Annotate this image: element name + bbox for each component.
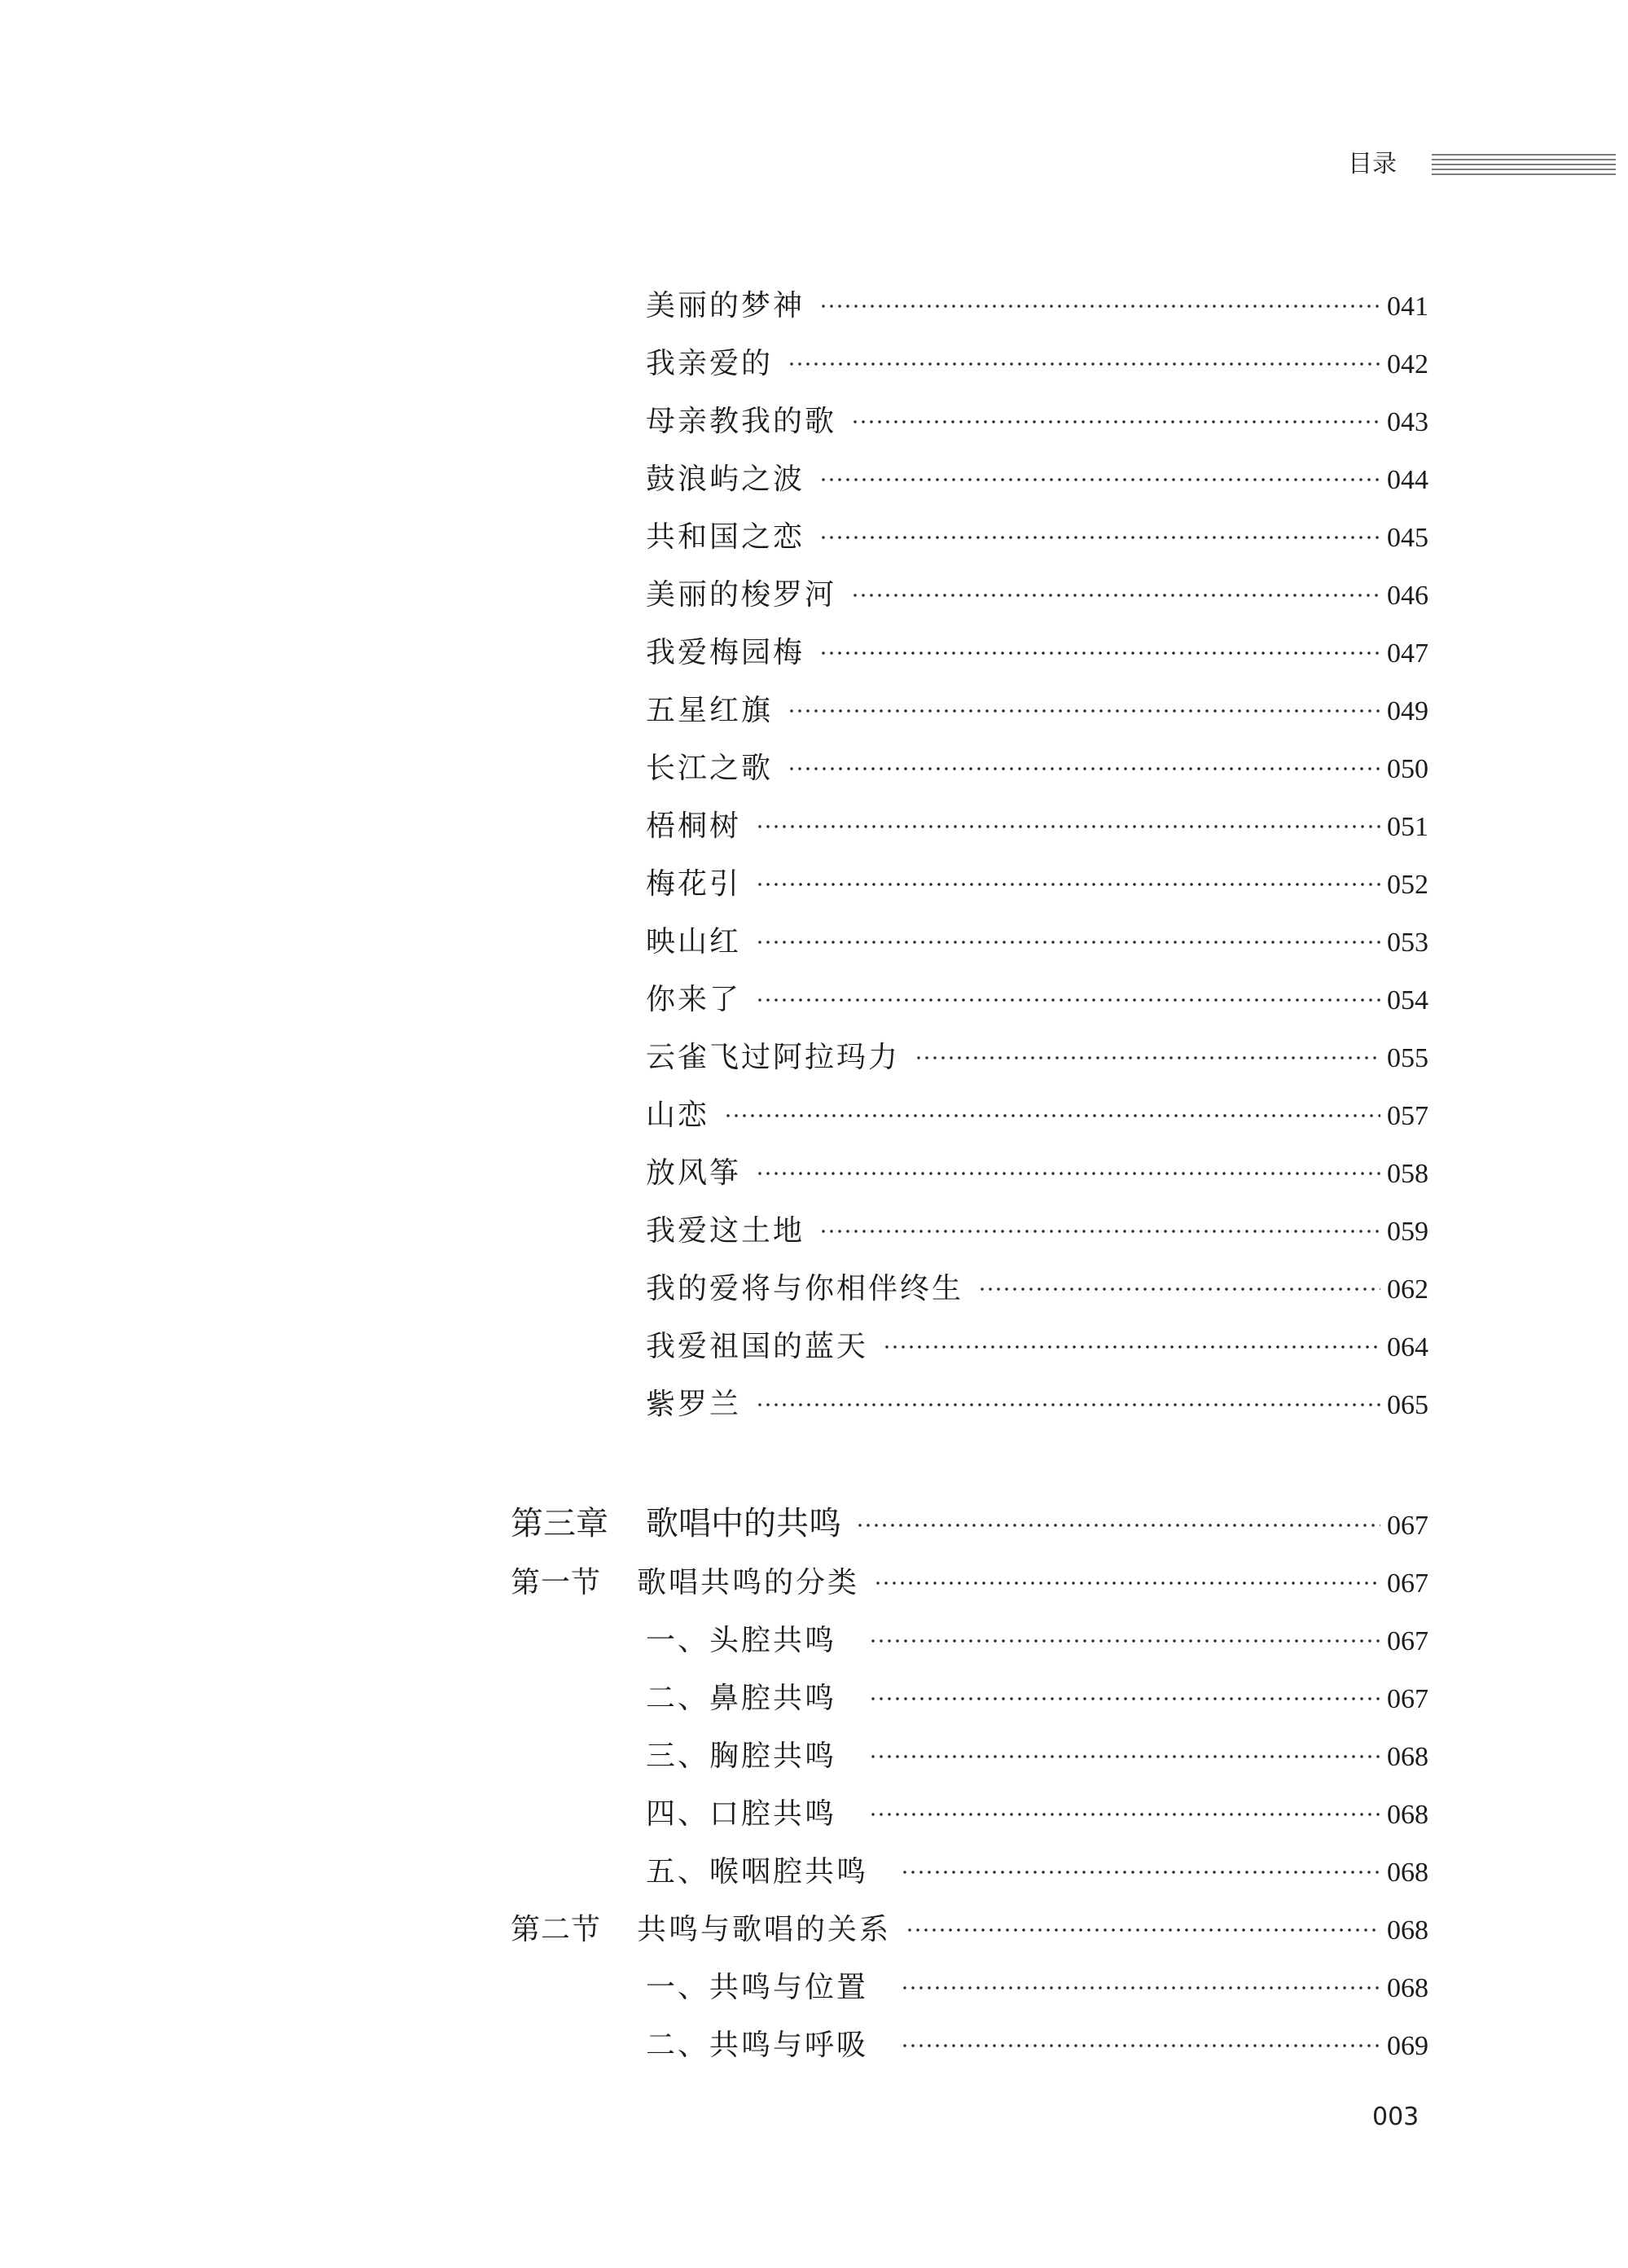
dot-leader — [851, 565, 1380, 604]
toc-entry-title: 我爱祖国的蓝天 — [646, 1330, 869, 1363]
toc-entry-page: 064 — [1387, 1332, 1428, 1362]
toc-entry-title: 梅花引 — [646, 867, 742, 901]
subsection-page: 067 — [1387, 1684, 1428, 1714]
dot-leader — [901, 1842, 1380, 1881]
toc-entry-title: 我爱梅园梅 — [646, 636, 805, 669]
dot-leader — [819, 450, 1380, 489]
subsection-page: 068 — [1387, 1742, 1428, 1772]
toc-section[interactable] — [511, 1900, 1428, 1946]
toc-subsection[interactable] — [646, 1958, 1428, 2004]
dot-leader — [788, 681, 1380, 720]
toc-entry-title: 我爱这土地 — [646, 1214, 805, 1248]
dot-leader — [869, 1726, 1380, 1766]
subsection-page: 069 — [1387, 2031, 1428, 2061]
toc-entry-title: 我亲爱的 — [646, 347, 774, 380]
dot-leader — [756, 970, 1380, 1009]
toc-entry[interactable] — [646, 1375, 1428, 1421]
dot-leader — [756, 1143, 1380, 1182]
toc-subsection[interactable] — [646, 2016, 1428, 2062]
running-header-title: 目录 — [1348, 150, 1397, 178]
toc-entry[interactable] — [646, 334, 1428, 380]
toc-entry-page: 047 — [1387, 638, 1428, 669]
dot-leader — [869, 1669, 1380, 1708]
toc-subsection[interactable] — [646, 1726, 1428, 1773]
subsection-page: 067 — [1387, 1626, 1428, 1656]
toc-entry-title: 梧桐树 — [646, 809, 742, 843]
subsection-title: 二、鼻腔共鸣 — [646, 1682, 837, 1715]
dot-leader — [756, 796, 1380, 836]
dot-leader — [856, 1495, 1380, 1534]
toc-entry-page: 051 — [1387, 812, 1428, 842]
toc-entry[interactable] — [646, 970, 1428, 1016]
toc-entry-page: 062 — [1387, 1274, 1428, 1305]
dot-leader — [819, 276, 1380, 315]
toc-entry[interactable] — [646, 681, 1428, 727]
section-title: 共鸣与歌唱的关系 — [637, 1913, 892, 1946]
dot-leader — [819, 1201, 1380, 1240]
dot-leader — [869, 1611, 1380, 1650]
toc-entry-title: 美丽的梦神 — [646, 289, 805, 322]
subsection-title: 四、口腔共鸣 — [646, 1797, 837, 1831]
toc-entry-title: 长江之歌 — [646, 752, 774, 785]
toc-section[interactable] — [511, 1553, 1428, 1599]
toc-entry-title: 五星红旗 — [646, 694, 774, 727]
toc-entry[interactable] — [646, 912, 1428, 959]
toc-entry[interactable] — [646, 507, 1428, 554]
toc-entry-title: 放风筝 — [646, 1156, 742, 1190]
dot-leader — [906, 1900, 1380, 1939]
toc-entry-page: 046 — [1387, 581, 1428, 611]
toc-entry-page: 041 — [1387, 292, 1428, 322]
dot-leader — [724, 1086, 1380, 1125]
toc-entry-page: 050 — [1387, 754, 1428, 784]
dot-leader — [788, 334, 1380, 373]
toc-entry[interactable] — [646, 1201, 1428, 1248]
page-number: 003 — [1372, 2103, 1420, 2131]
chapter-page: 067 — [1387, 1511, 1428, 1541]
dot-leader — [869, 1784, 1380, 1823]
subsection-page: 068 — [1387, 1858, 1428, 1888]
dot-leader — [915, 1028, 1380, 1067]
subsection-page: 068 — [1387, 1800, 1428, 1830]
dot-leader — [883, 1317, 1380, 1356]
toc-entry-page: 049 — [1387, 696, 1428, 726]
toc-entry-title: 紫罗兰 — [646, 1388, 742, 1421]
subsection-title: 一、头腔共鸣 — [646, 1624, 837, 1657]
subsection-title: 三、胸腔共鸣 — [646, 1739, 837, 1773]
toc-entry[interactable] — [646, 565, 1428, 612]
toc-entry[interactable] — [646, 392, 1428, 438]
toc-entry-title: 鼓浪屿之波 — [646, 463, 805, 496]
toc-subsection[interactable] — [646, 1784, 1428, 1831]
subsection-title: 五、喉咽腔共鸣 — [646, 1855, 869, 1889]
subsection-page: 068 — [1387, 1973, 1428, 2003]
toc-entry-page: 065 — [1387, 1390, 1428, 1420]
subsection-title: 一、共鸣与位置 — [646, 1971, 869, 2004]
toc-entry-title: 映山红 — [646, 925, 742, 959]
toc-entry[interactable] — [646, 276, 1428, 322]
toc-entry[interactable] — [646, 739, 1428, 785]
toc-entry[interactable] — [646, 450, 1428, 496]
toc-entry[interactable] — [646, 623, 1428, 669]
toc-entry-page: 045 — [1387, 523, 1428, 553]
toc-entry-page: 052 — [1387, 870, 1428, 900]
dot-leader — [901, 2016, 1380, 2055]
dot-leader — [978, 1259, 1380, 1298]
dot-leader — [819, 623, 1380, 662]
toc-entry-page: 044 — [1387, 465, 1428, 495]
dot-leader — [756, 1375, 1380, 1414]
toc-subsection[interactable] — [646, 1842, 1428, 1889]
section-title: 歌唱共鸣的分类 — [637, 1566, 860, 1599]
toc-entry-page: 055 — [1387, 1043, 1428, 1073]
toc-entry-page: 042 — [1387, 349, 1428, 379]
dot-leader — [901, 1958, 1380, 1997]
dot-leader — [756, 854, 1380, 893]
toc-entry[interactable] — [646, 1259, 1428, 1305]
section-page: 068 — [1387, 1915, 1428, 1946]
toc-entry-page: 059 — [1387, 1217, 1428, 1247]
toc-entry-title: 你来了 — [646, 983, 742, 1016]
dot-leader — [819, 507, 1380, 546]
toc-entry[interactable] — [646, 1028, 1428, 1074]
section-page: 067 — [1387, 1568, 1428, 1599]
toc-subsection[interactable] — [646, 1611, 1428, 1657]
toc-entry-page: 043 — [1387, 407, 1428, 437]
chapter-title: 歌唱中的共鸣 — [646, 1505, 841, 1542]
toc-entry[interactable] — [646, 1143, 1428, 1190]
toc-entry-title: 美丽的梭罗河 — [646, 578, 837, 612]
toc-entry-page: 053 — [1387, 928, 1428, 958]
dot-leader — [851, 392, 1380, 431]
dot-leader — [788, 739, 1380, 778]
toc-entry[interactable] — [646, 854, 1428, 901]
section-number: 第二节 — [511, 1913, 602, 1946]
toc-entry-title: 山恋 — [646, 1099, 710, 1132]
section-number: 第一节 — [511, 1566, 602, 1599]
toc-entry[interactable] — [646, 1317, 1428, 1363]
toc-entry[interactable] — [646, 1086, 1428, 1132]
toc-entry-page: 058 — [1387, 1159, 1428, 1189]
toc-entry[interactable] — [646, 796, 1428, 843]
subsection-title: 二、共鸣与呼吸 — [646, 2029, 869, 2062]
toc-subsection[interactable] — [646, 1669, 1428, 1715]
toc-entry-title: 母亲教我的歌 — [646, 405, 837, 438]
toc-chapter[interactable] — [511, 1495, 1428, 1542]
toc-entry-title: 共和国之恋 — [646, 520, 805, 554]
chapter-number: 第三章 — [511, 1505, 608, 1542]
toc-entry-page: 054 — [1387, 985, 1428, 1016]
dot-leader — [756, 912, 1380, 951]
toc-entry-page: 057 — [1387, 1101, 1428, 1131]
dot-leader — [874, 1553, 1380, 1592]
toc-entry-title: 我的爱将与你相伴终生 — [646, 1272, 964, 1305]
toc-entry-title: 云雀飞过阿拉玛力 — [646, 1041, 901, 1074]
